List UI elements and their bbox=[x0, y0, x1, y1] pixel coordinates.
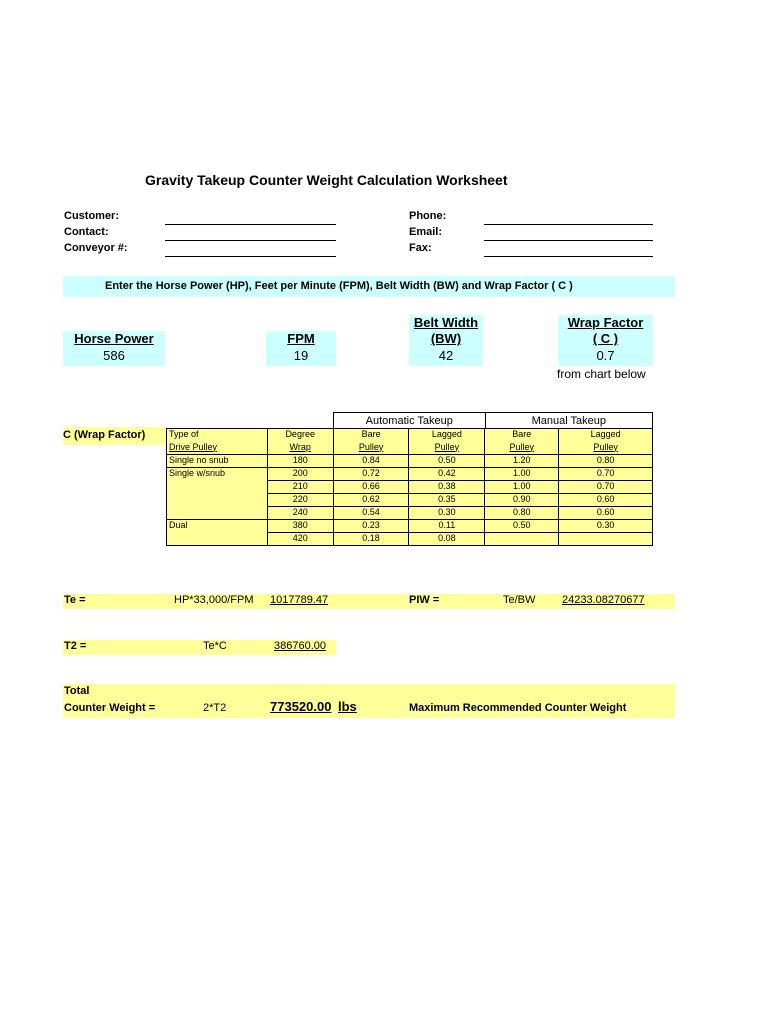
cell-manual-bare: 1.00 bbox=[485, 481, 559, 494]
belt-width-input[interactable] bbox=[409, 315, 483, 366]
cell-auto-lagged: 0.38 bbox=[409, 481, 485, 494]
cell-degree: 240 bbox=[267, 507, 333, 520]
email-label: Email: bbox=[409, 226, 443, 238]
cell-manual-bare: 1.20 bbox=[485, 455, 559, 468]
piw-value: 24233.08270677 bbox=[562, 594, 645, 606]
cell-manual-lagged: 0.60 bbox=[559, 494, 653, 507]
col-header-type-2: Drive Pulley bbox=[167, 442, 268, 455]
cell-auto-lagged: 0.08 bbox=[409, 533, 485, 546]
fax-field[interactable] bbox=[484, 256, 653, 257]
cell-auto-bare: 0.84 bbox=[333, 455, 409, 468]
cell-auto-lagged: 0.11 bbox=[409, 520, 485, 533]
col-header-manual-lagged: Lagged bbox=[559, 429, 653, 442]
table-row bbox=[167, 481, 653, 494]
cell-type bbox=[167, 481, 268, 494]
customer-field[interactable] bbox=[165, 224, 336, 225]
contact-field[interactable] bbox=[165, 240, 336, 241]
col-header-auto-bare: Bare bbox=[333, 429, 409, 442]
cell-type: Single no snub bbox=[167, 455, 268, 468]
te-row bbox=[63, 594, 675, 609]
customer-label: Customer: bbox=[64, 210, 120, 222]
cell-auto-lagged: 0.35 bbox=[409, 494, 485, 507]
table-header-row-2 bbox=[167, 442, 653, 455]
table-row bbox=[167, 520, 653, 533]
col-header-degree: Degree bbox=[267, 429, 333, 442]
col-header-manual-lagged-2: Pulley bbox=[559, 442, 653, 455]
cell-auto-lagged: 0.30 bbox=[409, 507, 485, 520]
belt-width-label-line2: (BW) bbox=[430, 331, 462, 346]
email-field[interactable] bbox=[484, 240, 653, 241]
total-unit: lbs bbox=[338, 699, 357, 714]
wrap-factor-label-line1: Wrap Factor bbox=[567, 315, 644, 330]
instruction-banner: Enter the Horse Power (HP), Feet per Minute (FPM), Belt Width (BW) and Wrap Factor ( C ) bbox=[63, 276, 675, 297]
fpm-value: 19 bbox=[293, 348, 309, 363]
cell-auto-bare: 0.62 bbox=[333, 494, 409, 507]
total-value: 773520.00 bbox=[270, 699, 332, 714]
te-value: 1017789.47 bbox=[270, 594, 329, 606]
fpm-input[interactable] bbox=[266, 331, 336, 366]
cell-degree: 380 bbox=[267, 520, 333, 533]
cell-manual-bare: 0.90 bbox=[485, 494, 559, 507]
cell-degree: 200 bbox=[267, 468, 333, 481]
cell-manual-bare: 0.80 bbox=[485, 507, 559, 520]
cell-manual-lagged: 0.60 bbox=[559, 507, 653, 520]
manual-takeup-header: Manual Takeup bbox=[485, 413, 652, 430]
table-row bbox=[167, 533, 653, 546]
piw-formula: Te/BW bbox=[503, 594, 536, 606]
te-label: Te = bbox=[64, 594, 86, 606]
cell-manual-bare bbox=[485, 533, 559, 546]
fax-label: Fax: bbox=[409, 242, 432, 254]
t2-label: T2 = bbox=[64, 640, 87, 652]
phone-field[interactable] bbox=[484, 224, 653, 225]
total-row bbox=[63, 684, 675, 718]
cell-manual-bare: 1.00 bbox=[485, 468, 559, 481]
total-note: Maximum Recommended Counter Weight bbox=[409, 702, 627, 714]
cell-auto-bare: 0.54 bbox=[333, 507, 409, 520]
te-formula: HP*33,000/FPM bbox=[174, 594, 254, 606]
total-label-line2: Counter Weight = bbox=[64, 702, 156, 714]
table-row bbox=[167, 455, 653, 468]
cell-manual-lagged: 0.80 bbox=[559, 455, 653, 468]
col-header-manual-bare: Bare bbox=[485, 429, 559, 442]
wrap-factor-note: from chart below bbox=[557, 367, 646, 381]
wrap-factor-label-line2: ( C ) bbox=[592, 331, 619, 346]
wrap-factor-value: 0.7 bbox=[596, 348, 615, 363]
cell-type: Dual bbox=[167, 520, 268, 533]
conveyor-label: Conveyor #: bbox=[64, 242, 128, 254]
col-header-type: Type of bbox=[167, 429, 268, 442]
cell-type bbox=[167, 494, 268, 507]
total-formula: 2*T2 bbox=[203, 702, 227, 714]
automatic-takeup-header: Automatic Takeup bbox=[334, 413, 486, 430]
cell-auto-bare: 0.18 bbox=[333, 533, 409, 546]
t2-value: 386760.00 bbox=[274, 640, 326, 652]
cell-manual-lagged: 0.30 bbox=[559, 520, 653, 533]
belt-width-value: 42 bbox=[438, 348, 454, 363]
wrap-factor-table bbox=[166, 428, 653, 546]
cell-manual-lagged: 0.70 bbox=[559, 481, 653, 494]
cell-auto-bare: 0.72 bbox=[333, 468, 409, 481]
col-header-auto-lagged-2: Pulley bbox=[409, 442, 485, 455]
page-title: Gravity Takeup Counter Weight Calculation Worksheet bbox=[145, 172, 508, 188]
piw-label: PIW = bbox=[409, 594, 440, 606]
cell-auto-bare: 0.66 bbox=[333, 481, 409, 494]
t2-row bbox=[63, 640, 336, 655]
cell-degree: 210 bbox=[267, 481, 333, 494]
col-header-auto-bare-2: Pulley bbox=[333, 442, 409, 455]
total-label-line1: Total bbox=[64, 685, 90, 697]
table-row bbox=[167, 507, 653, 520]
t2-formula: Te*C bbox=[203, 640, 227, 652]
cell-degree: 420 bbox=[267, 533, 333, 546]
cell-degree: 180 bbox=[267, 455, 333, 468]
cell-manual-lagged bbox=[559, 533, 653, 546]
cell-type bbox=[167, 533, 268, 546]
cell-type: Single w/snub bbox=[167, 468, 268, 481]
contact-label: Contact: bbox=[64, 226, 109, 238]
table-row bbox=[167, 468, 653, 481]
cell-degree: 220 bbox=[267, 494, 333, 507]
phone-label: Phone: bbox=[409, 210, 447, 222]
table-header-row-1 bbox=[167, 429, 653, 442]
cell-auto-bare: 0.23 bbox=[333, 520, 409, 533]
horse-power-input[interactable] bbox=[63, 331, 165, 366]
table-row bbox=[167, 494, 653, 507]
cell-auto-lagged: 0.42 bbox=[409, 468, 485, 481]
horse-power-label: Horse Power bbox=[74, 331, 154, 346]
conveyor-field[interactable] bbox=[165, 256, 336, 257]
cell-auto-lagged: 0.50 bbox=[409, 455, 485, 468]
wrap-factor-side-label: C (Wrap Factor) bbox=[63, 427, 166, 445]
col-header-auto-lagged: Lagged bbox=[409, 429, 485, 442]
cell-type bbox=[167, 507, 268, 520]
wrap-factor-input[interactable] bbox=[558, 315, 653, 366]
col-header-manual-bare-2: Pulley bbox=[485, 442, 559, 455]
horse-power-value: 586 bbox=[103, 348, 125, 363]
cell-manual-bare: 0.50 bbox=[485, 520, 559, 533]
belt-width-label-line1: Belt Width bbox=[413, 315, 479, 330]
fpm-label: FPM bbox=[287, 331, 315, 346]
cell-manual-lagged: 0.70 bbox=[559, 468, 653, 481]
col-header-degree-2: Wrap bbox=[267, 442, 333, 455]
